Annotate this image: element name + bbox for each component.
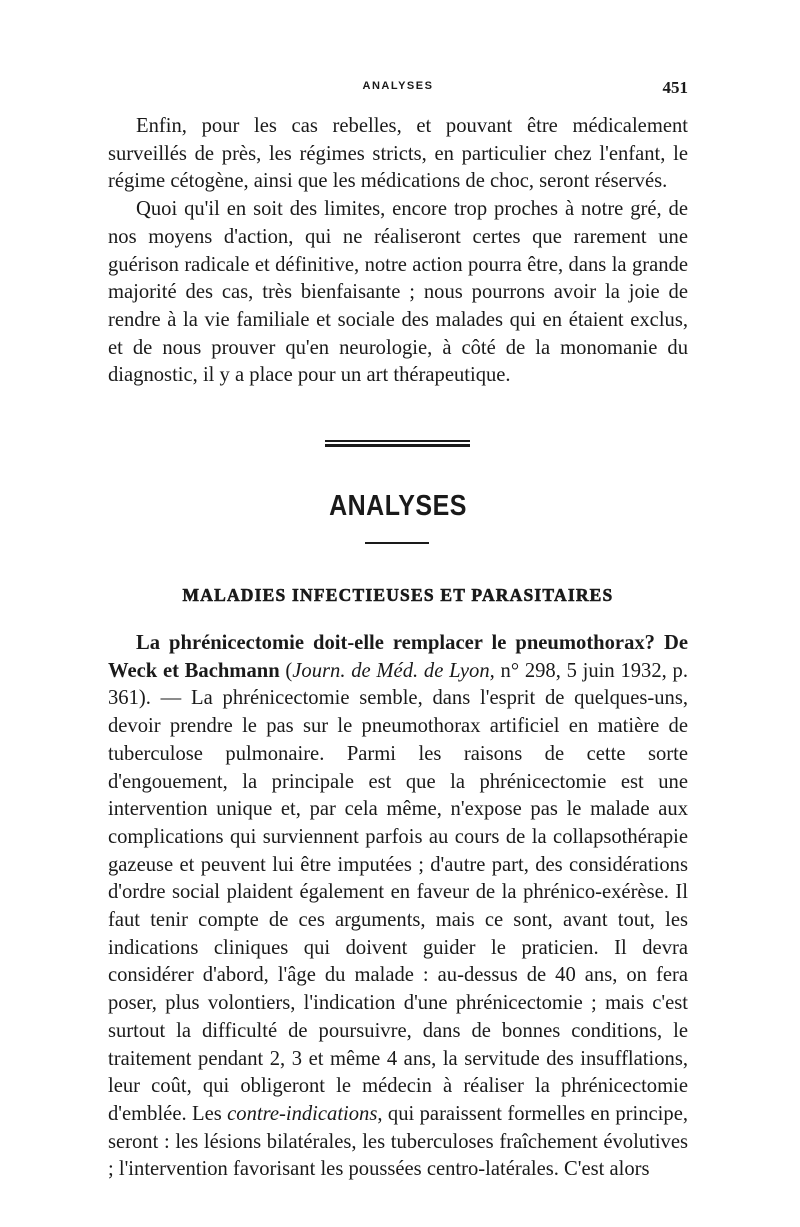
intro-paragraph-1: Enfin, pour les cas rebelles, et pouvant être médicalement surveillés de près, les régimes stricts, en particulier chez l'enfant, le régime cétogène, ainsi que les médications de choc, seront réservés.	[108, 115, 688, 193]
running-head	[108, 78, 688, 100]
article-body-2: , qui paraissent formelles en principe, seront : les lésions bilatérales, les tuberculoses fraîchement évolutives ; l'intervention favorisant les poussées centro-latérales. C'est alors	[108, 1102, 688, 1181]
article-abstract	[108, 630, 688, 1184]
source-open: (	[285, 659, 293, 682]
article-authors: De Weck et Bachmann	[108, 632, 688, 682]
intro-paragraph-2: Quoi qu'il en soit des limites, encore trop proches à notre gré, de nos moyens d'action, qui ne réaliseront certes que rarement une guérison radicale et définitive, notre action pourra être, dans la grande majorité des cas, très bienfaisante ; nous pourrons avoir la joie de rendre à la vie familiale et sociale des malades qui en étaient exclus, et de nous prouver qu'en neurologie, à côté de la monomanie du diagnostic, il y a place pour un art thérapeutique.	[108, 198, 688, 387]
heading-underline	[365, 542, 429, 544]
article-body-1: — La phrénicectomie semble, dans l'esprit de quelques-uns, devoir prendre le pas sur le pneumothorax artificiel en matière de tuberculose pulmonaire. Parmi les raisons de cette sorte d'engouement, la principale est que la phrénicectomie est une intervention unique et, par cela même, n'expose pas le malade aux complications qui surviennent parfois au cours de la collapsothérapie gazeuse et peuvent lui être imputées ; d'autre part, des considérations d'ordre social plaident également en faveur de la phrénico-exérèse. Il faut tenir compte de ces arguments, mais ce sont, avant tout, les indications cliniques qui doivent guider le praticien. Il devra considérer d'abord, l'âge du malade : au-dessus de 40 ans, on fera poser, plus volontiers, l'indication d'une phrénicectomie ; mais c'est surtout la difficulté de poursuivre, dans de bonnes conditions, le traitement pendant 2, 3 et même 4 ans, la servitude des insufflations, leur coût, qui obligeront le médecin à réaliser la phrénicectomie d'emblée. Les	[108, 687, 688, 1125]
page-number: 451	[662, 78, 688, 97]
subsection-heading: MALADIES INFECTIEUSES ET PARASITAIRES	[182, 585, 614, 605]
source-journal: Journ. de Méd. de Lyon,	[292, 659, 495, 682]
source-details: n° 298, 5 juin 1932, p. 361).	[108, 659, 688, 710]
section-heading: ANALYSES	[329, 489, 467, 523]
article-body-italic: contre-indications	[227, 1102, 378, 1125]
intro-text	[108, 113, 688, 390]
article-title: La phrénicectomie doit-elle remplacer le pneumothorax?	[136, 632, 655, 654]
section-divider	[325, 440, 470, 447]
running-title: ANALYSES	[362, 80, 434, 92]
article-paragraph	[108, 630, 688, 1184]
